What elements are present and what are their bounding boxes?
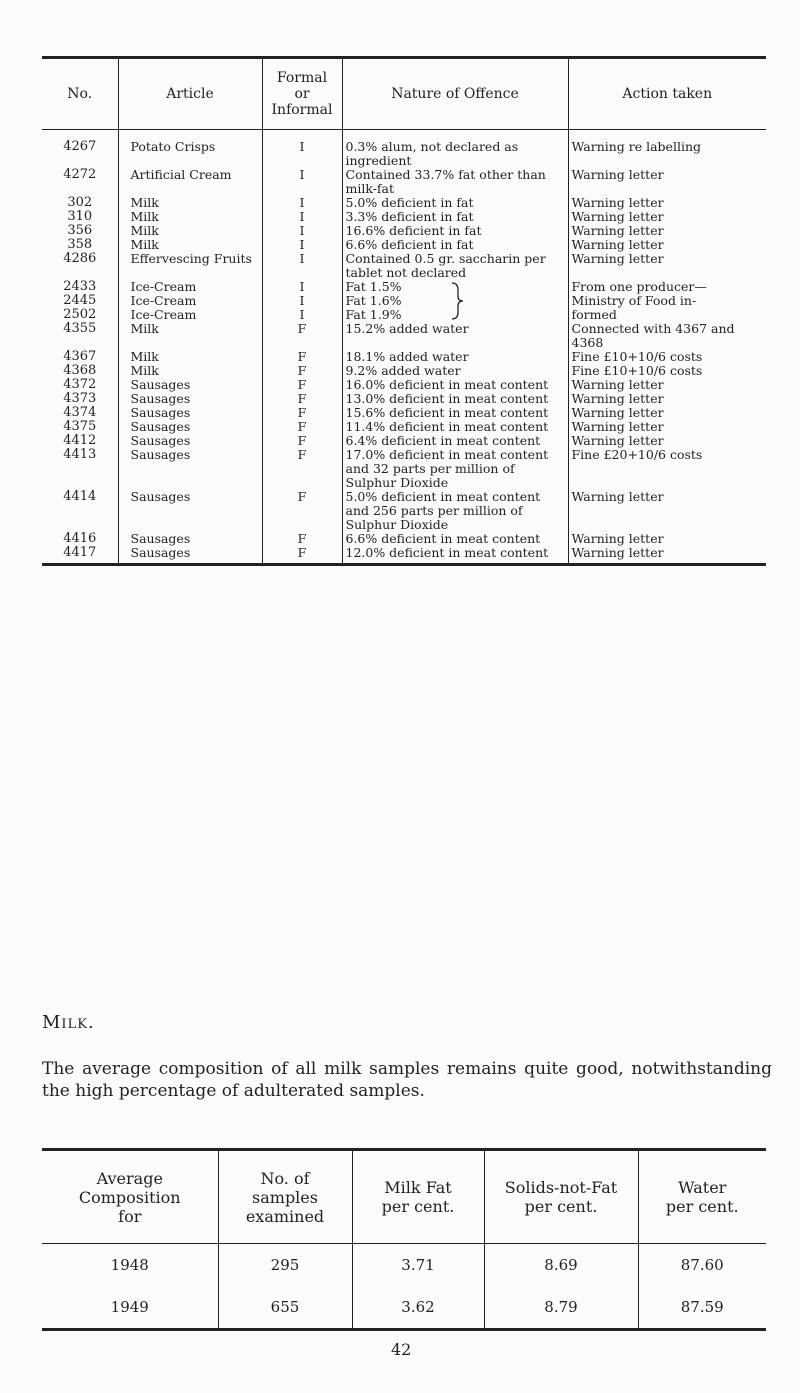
header-solids-not-fat: Solids-not-Fat per cent. (484, 1150, 638, 1244)
table-row (42, 1244, 766, 1287)
cell-no: 4267 (63, 139, 97, 154)
cell-water: 87.59 (638, 1286, 766, 1330)
cell-nature: Contained 33.7% fat other than milk-fat (342, 168, 568, 196)
cell-no: 4374 (63, 405, 97, 420)
table-row (42, 546, 766, 565)
table-row (42, 434, 766, 448)
cell-article: Sausages (118, 546, 262, 565)
cell-formal-informal: F (262, 420, 342, 434)
cell-no: 4416 (63, 531, 97, 546)
cell-nature: Fat 1.9% (342, 308, 568, 322)
cell-action: From one producer— (568, 280, 766, 294)
cell-nature: 16.0% deficient in meat content (342, 378, 568, 392)
header-article: Article (118, 58, 262, 130)
cell-nature: 11.4% deficient in meat content (342, 420, 568, 434)
cell-nature: 12.0% deficient in meat content (342, 546, 568, 565)
cell-nature: 18.1% added water (342, 350, 568, 364)
cell-samples: 295 (218, 1244, 352, 1287)
cell-formal-informal: F (262, 406, 342, 420)
cell-article: Sausages (118, 448, 262, 490)
cell-no: 4355 (63, 321, 97, 336)
composition-header-row (42, 1150, 766, 1244)
cell-article: Sausages (118, 392, 262, 406)
cell-samples: 655 (218, 1286, 352, 1330)
cell-action: Fine £10+10/6 costs (568, 364, 766, 378)
cell-nature: 6.4% deficient in meat content (342, 434, 568, 448)
cell-formal-informal: F (262, 322, 342, 350)
cell-action: Warning letter (568, 434, 766, 448)
header-nature-of-offence: Nature of Offence (342, 58, 568, 130)
cell-article: Ice-Cream (118, 308, 262, 322)
cell-action: Warning letter (568, 490, 766, 532)
table-row (42, 252, 766, 280)
cell-action: Warning letter (568, 378, 766, 392)
cell-nature: 0.3% alum, not declared as ingredient (342, 130, 568, 169)
cell-no: 4372 (63, 377, 97, 392)
table-row (42, 130, 766, 169)
cell-article: Milk (118, 196, 262, 210)
cell-formal-informal: F (262, 350, 342, 364)
cell-article: Sausages (118, 532, 262, 546)
cell-formal-informal: F (262, 392, 342, 406)
cell-article: Ice-Cream (118, 280, 262, 294)
header-no: No. (42, 58, 118, 130)
milk-composition-table (42, 1148, 766, 1331)
cell-nature: Fat 1.5% (342, 280, 568, 294)
cell-nature: 9.2% added water (342, 364, 568, 378)
cell-no: 4413 (63, 447, 97, 462)
table-row (42, 294, 766, 308)
cell-formal-informal: F (262, 490, 342, 532)
cell-year: 1949 (110, 1297, 149, 1316)
cell-no: 310 (67, 209, 93, 224)
cell-formal-informal: I (262, 280, 342, 294)
cell-solids-not-fat: 8.79 (484, 1286, 638, 1330)
cell-formal-informal: I (262, 130, 342, 169)
cell-article: Milk (118, 364, 262, 378)
cell-no: 4412 (63, 433, 97, 448)
cell-action: Connected with 4367 and 4368 (568, 322, 766, 350)
section-paragraph: The average composition of all milk samples remains quite good, notwithstanding the high percentage of adulterated samples. (42, 1059, 772, 1101)
table-row (42, 280, 766, 294)
cell-formal-informal: F (262, 546, 342, 565)
cell-nature: 6.6% deficient in meat content (342, 532, 568, 546)
cell-milk-fat: 3.62 (352, 1286, 484, 1330)
cell-nature: 17.0% deficient in meat content and 32 parts per million of Sulphur Dioxide (342, 448, 568, 490)
cell-no: 4367 (63, 349, 97, 364)
cell-article: Sausages (118, 490, 262, 532)
cell-nature: 15.6% deficient in meat content (342, 406, 568, 420)
cell-article: Milk (118, 322, 262, 350)
table-row (42, 364, 766, 378)
cell-article: Milk (118, 238, 262, 252)
cell-no: 4417 (63, 545, 97, 560)
table-row (42, 532, 766, 546)
cell-action: Warning letter (568, 420, 766, 434)
cell-solids-not-fat: 8.69 (484, 1244, 638, 1287)
cell-formal-informal: I (262, 210, 342, 224)
cell-formal-informal: I (262, 308, 342, 322)
cell-article: Milk (118, 350, 262, 364)
cell-article: Sausages (118, 406, 262, 420)
cell-formal-informal: I (262, 168, 342, 196)
cell-nature: 5.0% deficient in meat content and 256 parts per million of Sulphur Dioxide (342, 490, 568, 532)
table-row (42, 392, 766, 406)
cell-article: Artificial Cream (118, 168, 262, 196)
offences-header-row (42, 58, 766, 130)
cell-formal-informal: I (262, 252, 342, 280)
cell-no: 4272 (63, 167, 97, 182)
cell-milk-fat: 3.71 (352, 1244, 484, 1287)
cell-no: 2445 (63, 293, 97, 308)
cell-formal-informal: F (262, 448, 342, 490)
cell-nature: Contained 0.5 gr. saccharin per tablet not declared (342, 252, 568, 280)
cell-article: Milk (118, 210, 262, 224)
table-row (42, 490, 766, 532)
cell-no: 4414 (63, 489, 97, 504)
offences-table (42, 56, 766, 566)
cell-article: Potato Crisps (118, 130, 262, 169)
cell-action: Fine £20+10/6 costs (568, 448, 766, 490)
cell-action: formed (568, 308, 766, 322)
cell-article: Ice-Cream (118, 294, 262, 308)
cell-formal-informal: I (262, 196, 342, 210)
table-row (42, 350, 766, 364)
cell-formal-informal: F (262, 532, 342, 546)
page-number: 42 (391, 1340, 412, 1359)
composition-body (42, 1244, 766, 1330)
cell-action: Warning letter (568, 406, 766, 420)
cell-action: Warning re labelling (568, 130, 766, 169)
cell-article: Effervescing Fruits (118, 252, 262, 280)
cell-article: Sausages (118, 378, 262, 392)
cell-no: 4368 (63, 363, 97, 378)
cell-no: 4373 (63, 391, 97, 406)
cell-nature: 3.3% deficient in fat (342, 210, 568, 224)
cell-no: 358 (67, 237, 93, 252)
table-row (42, 378, 766, 392)
cell-action: Warning letter (568, 238, 766, 252)
table-row (42, 406, 766, 420)
ice-cream-bracket (450, 282, 464, 320)
cell-formal-informal: I (262, 224, 342, 238)
cell-action: Warning letter (568, 224, 766, 238)
header-samples-examined: No. of samples examined (218, 1150, 352, 1244)
cell-formal-informal: F (262, 378, 342, 392)
header-action-taken: Action taken (568, 58, 766, 130)
cell-nature: 16.6% deficient in fat (342, 224, 568, 238)
table-row (42, 420, 766, 434)
table-row (42, 210, 766, 224)
cell-action: Warning letter (568, 196, 766, 210)
table-row (42, 1286, 766, 1330)
cell-action: Warning letter (568, 210, 766, 224)
table-row (42, 238, 766, 252)
cell-nature: 13.0% deficient in meat content (342, 392, 568, 406)
cell-formal-informal: F (262, 434, 342, 448)
cell-action: Warning letter (568, 546, 766, 565)
cell-formal-informal: I (262, 238, 342, 252)
cell-action: Ministry of Food in- (568, 294, 766, 308)
cell-article: Sausages (118, 420, 262, 434)
cell-nature: 6.6% deficient in fat (342, 238, 568, 252)
cell-no: 2502 (63, 307, 97, 322)
cell-water: 87.60 (638, 1244, 766, 1287)
table-row (42, 196, 766, 210)
cell-no: 2433 (63, 279, 97, 294)
cell-article: Sausages (118, 434, 262, 448)
cell-formal-informal: I (262, 294, 342, 308)
cell-action: Warning letter (568, 168, 766, 196)
header-formal-informal: Formal or Informal (262, 58, 342, 130)
cell-action: Warning letter (568, 532, 766, 546)
cell-no: 356 (67, 223, 93, 238)
table-row (42, 168, 766, 196)
offences-body (42, 130, 766, 565)
header-milk-fat: Milk Fat per cent. (352, 1150, 484, 1244)
cell-article: Milk (118, 224, 262, 238)
cell-no: 4286 (63, 251, 97, 266)
header-average-composition: Average Composition for (42, 1150, 218, 1244)
table-row (42, 308, 766, 322)
table-row (42, 322, 766, 350)
cell-action: Warning letter (568, 392, 766, 406)
cell-nature: 5.0% deficient in fat (342, 196, 568, 210)
cell-action: Fine £10+10/6 costs (568, 350, 766, 364)
cell-year: 1948 (110, 1255, 149, 1274)
header-water: Water per cent. (638, 1150, 766, 1244)
cell-formal-informal: F (262, 364, 342, 378)
table-row (42, 448, 766, 490)
cell-no: 302 (67, 195, 93, 210)
cell-nature: Fat 1.6% (342, 294, 568, 308)
cell-action: Warning letter (568, 252, 766, 280)
cell-no: 4375 (63, 419, 97, 434)
cell-nature: 15.2% added water (342, 322, 568, 350)
table-row (42, 224, 766, 238)
section-heading: Milk. (42, 1012, 95, 1033)
